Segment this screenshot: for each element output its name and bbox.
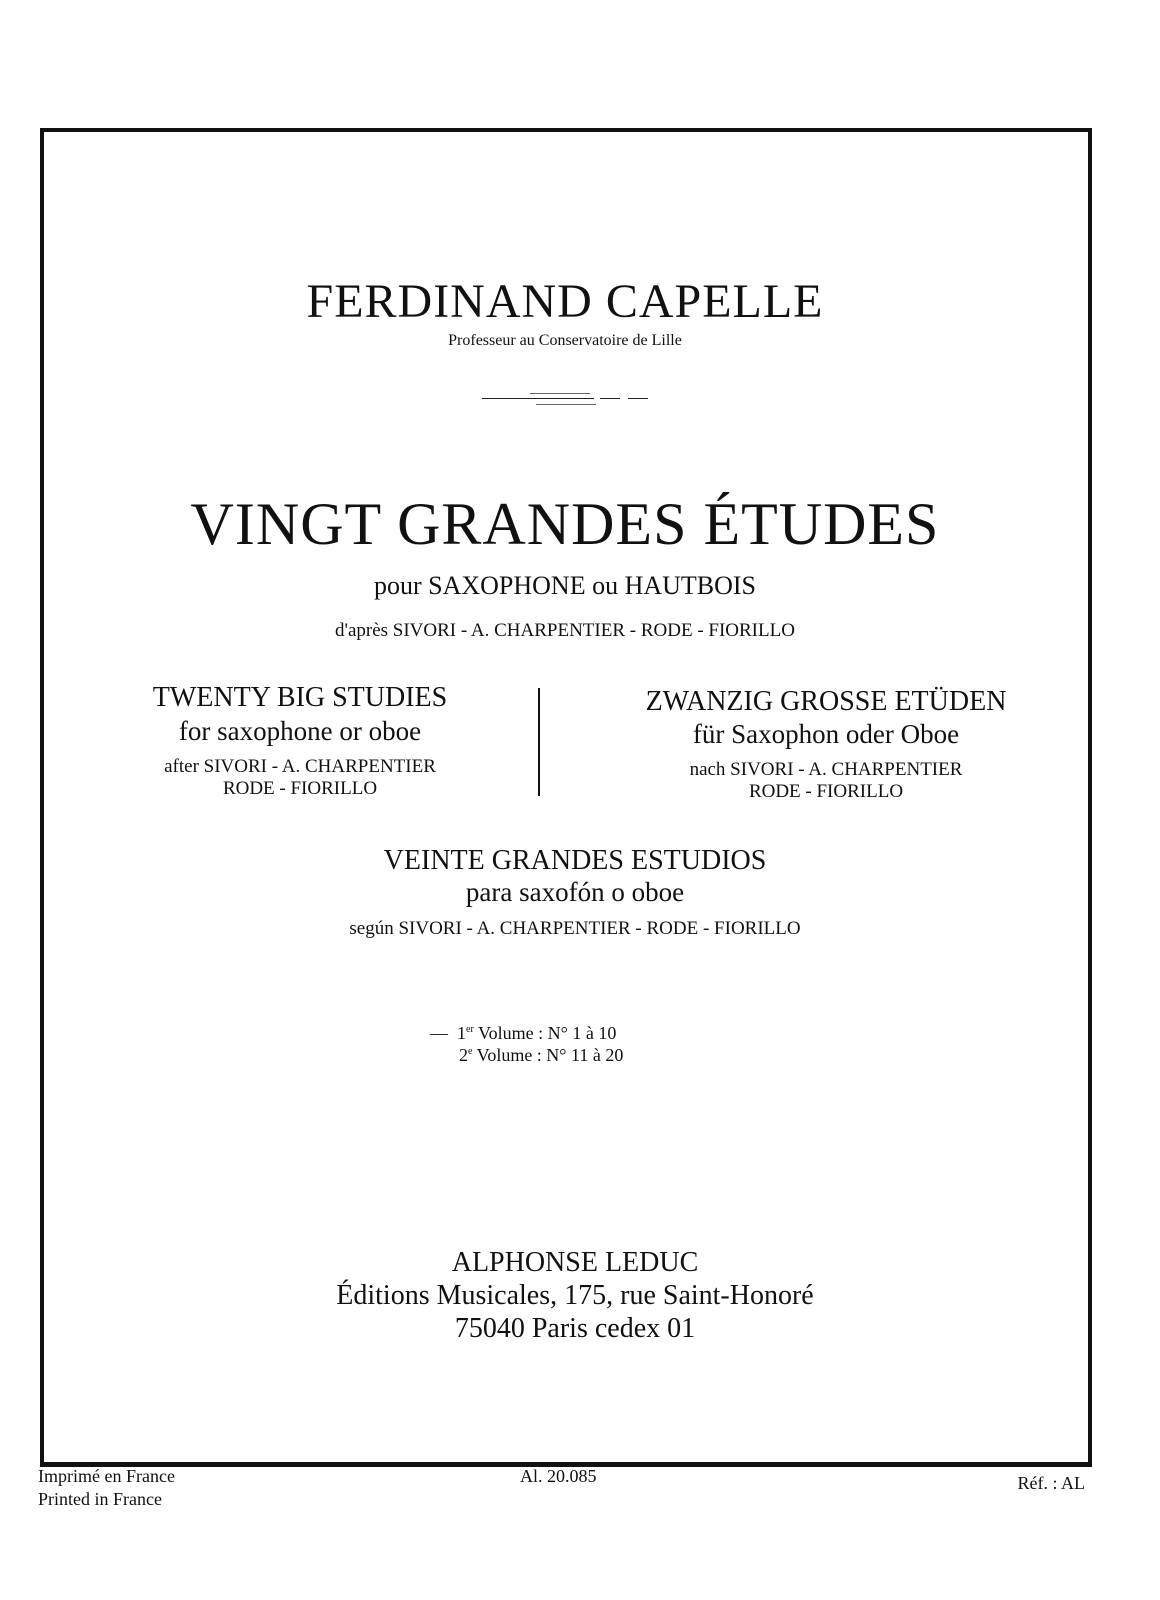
volume-2: 2e Volume : N° 11 à 20 (459, 1045, 624, 1065)
spanish-title: VEINTE GRANDES ESTUDIOS (383, 845, 767, 876)
english-after-1: after SIVORI - A. CHARPENTIER (164, 756, 436, 777)
publisher-name: ALPHONSE LEDUC (451, 1247, 699, 1278)
volume-1: — 1er Volume : N° 1 à 10 (430, 1023, 617, 1043)
printed-in-france-fr: Imprimé en France (38, 1466, 175, 1486)
main-title: VINGT GRANDES ÉTUDES (190, 491, 940, 557)
composer-name: FERDINAND CAPELLE (306, 275, 824, 328)
title-instrument: pour SAXOPHONE ou HAUTBOIS (373, 571, 757, 600)
english-instrument: for saxophone or oboe (178, 716, 422, 746)
dash-marker: — (430, 1023, 448, 1043)
english-after-2: RODE - FIORILLO (222, 778, 378, 799)
printed-in-france-en: Printed in France (38, 1489, 162, 1509)
publisher-city: 75040 Paris cedex 01 (454, 1313, 696, 1344)
composer-subtitle: Professeur au Conservatoire de Lille (448, 332, 682, 349)
german-after-1: nach SIVORI - A. CHARPENTIER (689, 759, 963, 780)
catalog-number: Al. 20.085 (520, 1466, 597, 1486)
title-after: d'après SIVORI - A. CHARPENTIER - RODE - FIORILLO (335, 620, 795, 641)
english-title: TWENTY BIG STUDIES (152, 682, 448, 713)
german-instrument: für Saxophon oder Oboe (692, 719, 960, 749)
reference: Réf. : AL (1017, 1473, 1085, 1493)
spanish-after: según SIVORI - A. CHARPENTIER - RODE - FIORILLO (349, 918, 801, 939)
column-divider (538, 688, 540, 796)
spanish-instrument: para saxofón o oboe (465, 877, 685, 907)
german-after-2: RODE - FIORILLO (748, 781, 904, 802)
publisher-address: Éditions Musicales, 175, rue Saint-Honoré (336, 1280, 814, 1311)
german-title: ZWANZIG GROSSE ETÜDEN (645, 686, 1007, 717)
